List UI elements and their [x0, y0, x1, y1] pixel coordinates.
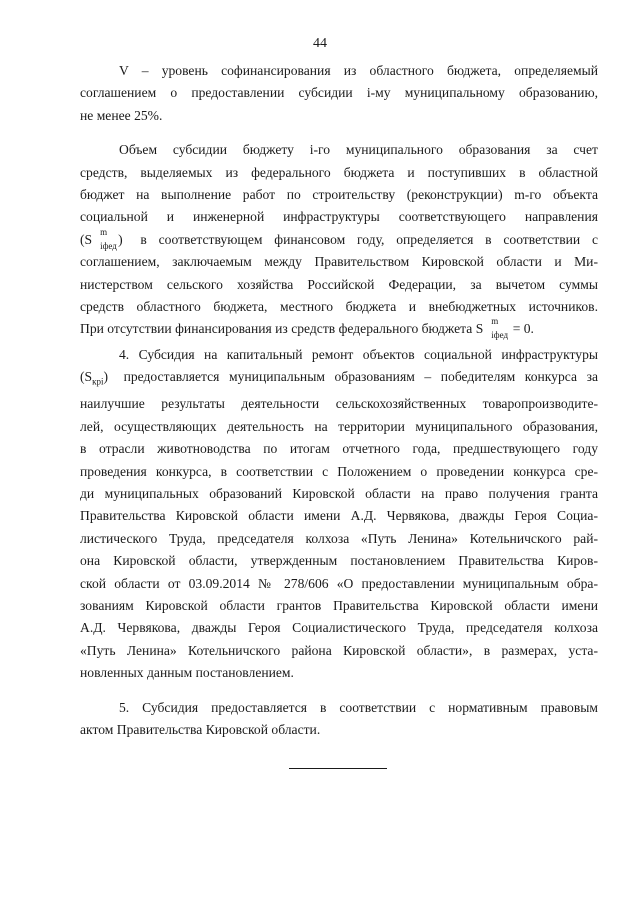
text-line: социальной и инженерной инфраструктуры соответствующего направления [80, 209, 598, 225]
text-line: соглашением, заключаемым между Правительством Кировской области и Ми- [80, 254, 598, 270]
text-line: наилучшие результаты деятельности сельскохозяйственных товаропроизводите- [80, 396, 598, 412]
text-line: она Кировской области, утвержденным постановлением Правительства Киров- [80, 553, 598, 569]
formula-symbol: (S m iфед ) [80, 226, 123, 251]
paragraph-capital-repair [80, 344, 598, 685]
paragraph-cofinancing-level [80, 60, 598, 127]
text-line: новленных данным постановлением. [80, 665, 294, 681]
text-line: актом Правительства Кировской области. [80, 722, 321, 738]
page-number: 44 [313, 36, 327, 51]
text-line: ской области от 03.09.2014 № 278/606 «О предоставлении муниципальным обра- [80, 575, 598, 591]
text-line-with-symbol [80, 226, 598, 251]
text-line: ди муниципальных образований Кировской области на право получения гранта [80, 486, 598, 502]
text-line-with-symbol [80, 366, 598, 393]
text-line: 4. Субсидия на капитальный ремонт объектов социальной инфраструктуры [119, 346, 598, 362]
document-body [80, 60, 598, 742]
text-line: нистерством сельского хозяйства Российской Федерации, за вычетом суммы [80, 276, 598, 292]
formula-symbol: $(S_{крi})$ [80, 369, 108, 387]
formula-symbol: S m iфед = 0. [475, 316, 534, 341]
text-line: Правительства Кировской области имени А.Д. Червякова, дважды Героя Социа- [80, 508, 598, 524]
text-line: V – уровень софинансирования из областного бюджета, определяемый [119, 63, 598, 78]
text-line: зованиям Кировской области грантов Правительства Кировской области имени [80, 598, 598, 614]
text-line: «Путь Ленина» Котельничского района Кировской области», в размерах, уста- [80, 642, 598, 658]
text-line-with-symbol [80, 318, 598, 340]
text-line: проведения конкурса, в соответствии с Положением о проведении конкурса сре- [80, 463, 598, 479]
text-line: не менее 25%. [80, 107, 163, 123]
text-fragment: При отсутствии финансирования из средств федерального бюджета [80, 321, 473, 337]
text-line: в отрасли животноводства по итогам отчетного года, предшествующего году [80, 441, 598, 457]
text-line: лей, осуществляющих деятельность на территории муниципального образования, [80, 418, 598, 434]
text-fragment: в соответствующем финансовом году, определяется в соответствии с [140, 231, 598, 247]
text-line: листического Труда, председателя колхоза «Путь Ленина» Котельничского рай- [80, 530, 598, 546]
closing-divider-line [289, 768, 387, 769]
text-line: средств областного бюджета, местного бюджета и внебюджетных источников. [80, 299, 598, 315]
text-line: бюджет на выполнение работ по строительству (реконструкции) m-го объекта [80, 187, 598, 203]
text-line: А.Д. Червякова, дважды Героя Социалистического Труда, председателя колхоза [80, 620, 598, 636]
text-line: 5. Субсидия предоставляется в соответствии с нормативным правовым [119, 699, 598, 715]
text-fragment: предоставляется муниципальным образованиям – победителям конкурса за [123, 369, 598, 385]
text-line: средств, выделяемых из федерального бюджета и поступивших в областной [80, 164, 598, 180]
text-line: Объем субсидии бюджету i-го муниципального образования за счет [119, 142, 598, 158]
paragraph-normative-act [80, 697, 598, 742]
paragraph-federal-subsidy [80, 139, 598, 341]
text-line: соглашением о предоставлении субсидии i-му муниципальному образованию, [80, 85, 598, 101]
